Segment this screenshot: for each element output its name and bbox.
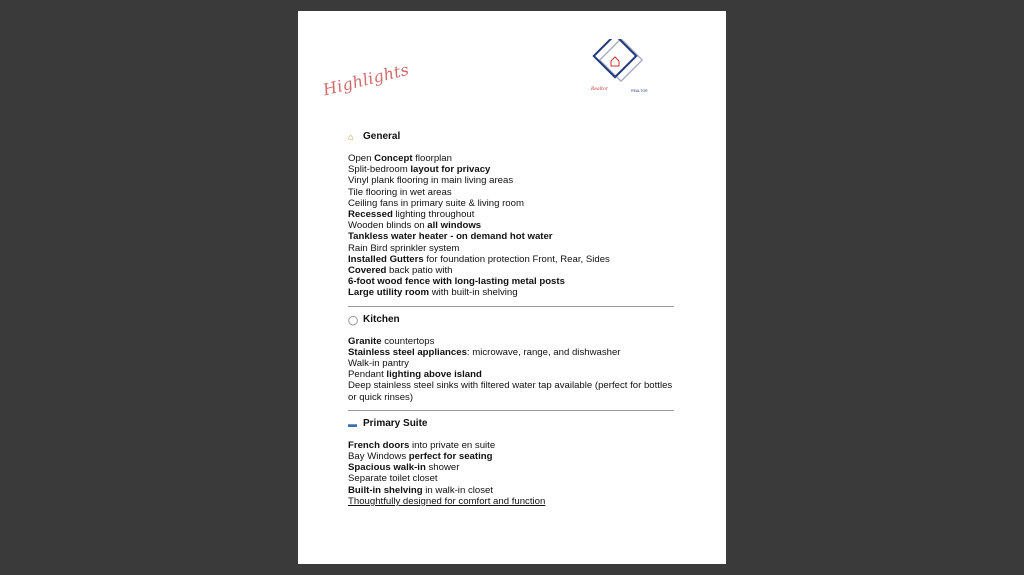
list-item [348, 440, 674, 451]
list-item-text: Granite [348, 335, 382, 347]
document-page [298, 11, 726, 564]
list-item [348, 276, 674, 287]
list-item [348, 369, 674, 380]
list-item [348, 380, 674, 402]
list-item-text: Installed Gutters [348, 253, 424, 265]
list-item-text: with built-in shelving [429, 287, 518, 299]
list-item-text: French doors [348, 439, 410, 451]
svg-text:Realtor: Realtor [591, 87, 608, 92]
list-item [348, 153, 674, 164]
list-item-text: Thoughtfully designed for comfort and function [348, 495, 546, 507]
list-item [348, 254, 674, 265]
list-item-text: Rain Bird sprinkler system [348, 242, 460, 254]
section-title [348, 131, 674, 143]
list-item-text: Deep stainless steel sinks with filtered water tap available (perfect for bottles or quick rinses) [348, 380, 673, 403]
list-item-text: countertops [381, 335, 435, 347]
list-item-text: all windows [427, 220, 482, 232]
list-item [348, 198, 674, 209]
section-title-text: Primary Suite [363, 418, 428, 430]
realtor-logo [586, 39, 658, 99]
section-title-text: General [363, 131, 401, 143]
list-item-text: Bay Windows [348, 451, 409, 463]
plate-icon: ◯ [348, 314, 359, 325]
list-item-text: : microwave, range, and dishwasher [466, 346, 621, 358]
list-item-text: Recessed [348, 209, 393, 221]
list-item-text: Covered [348, 265, 387, 277]
list-item-text: layout for privacy [410, 164, 491, 176]
section-title [348, 314, 674, 326]
list-item [348, 473, 674, 484]
list-item-text: Vinyl plank flooring in main living areas [348, 175, 514, 187]
list-item-text: Large utility room [348, 287, 430, 299]
list-item [348, 187, 674, 198]
section-title-text: Kitchen [363, 314, 400, 326]
list-item-text: shower [425, 462, 460, 474]
feature-list [348, 440, 674, 507]
list-item-text: Walk-in pantry [348, 358, 409, 370]
list-item [348, 496, 674, 507]
list-item-text: Open [348, 153, 375, 164]
list-item [348, 243, 674, 254]
list-item-text: Split-bedroom [348, 164, 411, 176]
house-icon: ⌂ [348, 132, 354, 142]
list-item [348, 358, 674, 369]
list-item-text: Stainless steel appliances [348, 346, 467, 358]
list-item-text: 6-foot wood fence with long-lasting metal posts [348, 276, 565, 288]
list-item [348, 220, 674, 231]
list-item-text: floorplan [412, 153, 452, 164]
list-item-text: Tile flooring in wet areas [348, 186, 452, 198]
list-item-text: perfect for seating [408, 451, 493, 463]
feature-list [348, 153, 674, 299]
section-divider [348, 306, 674, 307]
document-content [348, 131, 674, 507]
list-item-text: for foundation protection Front, Rear, Sides [423, 253, 610, 265]
feature-list [348, 336, 674, 403]
list-item [348, 164, 674, 175]
list-item [348, 462, 674, 473]
list-item-text: Concept [374, 153, 413, 164]
list-item-text: lighting throughout [392, 209, 475, 221]
list-item-text: lighting above island [386, 369, 482, 381]
list-item-text: Tankless water heater - on demand hot water [348, 231, 553, 243]
list-item-text: Pendant [348, 369, 387, 381]
list-item [348, 175, 674, 186]
list-item-text: Ceiling fans in primary suite & living room [348, 197, 524, 209]
svg-text:REALTOR: REALTOR [631, 89, 648, 93]
list-item [348, 485, 674, 496]
list-item-text: Separate toilet closet [348, 473, 438, 485]
list-item [348, 231, 674, 242]
list-item-text: Built-in shelving [348, 484, 423, 496]
list-item-text: into private en suite [409, 439, 496, 451]
section-title [348, 418, 674, 430]
list-item [348, 287, 674, 298]
list-item [348, 451, 674, 462]
section-divider [348, 410, 674, 411]
list-item [348, 209, 674, 220]
list-item [348, 347, 674, 358]
list-item-text: back patio with [386, 265, 453, 277]
list-item-text: Spacious walk-in [348, 462, 426, 474]
list-item-text: Wooden blinds on [348, 220, 428, 232]
list-item-text: in walk-in closet [422, 484, 494, 496]
highlights-heading: Highlights [321, 59, 412, 100]
list-item [348, 265, 674, 276]
list-item [348, 336, 674, 347]
bed-icon: ▬ [348, 418, 357, 429]
